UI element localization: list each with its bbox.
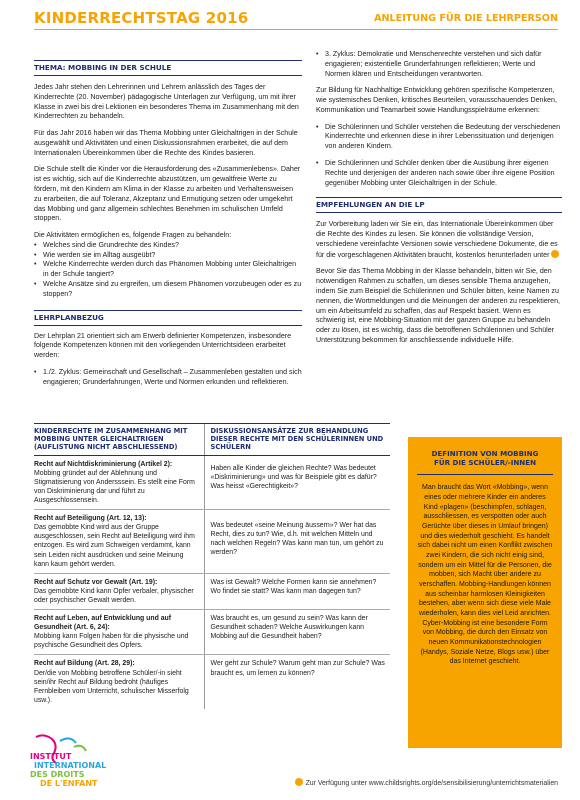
bne-competence-list	[316, 123, 562, 189]
table-header-discussion: DISKUSSIONSANSÄTZE ZUR BEHANDLUNG DIESER RECHTE MIT DEN SCHÜLERINNEN UND SCHÜLERN	[204, 424, 390, 455]
empfehlungen-text-1: Zur Vorbereitung laden wir Sie ein, das Internationale Übereinkommen über die Rechte des Kindes zu lesen. Sie können die vollständige Version, verschiedene vereinfachte Versionen sowie verschiedene Dokumente, die es für die vorgeschlagenen Aktivitäten braucht, kostenlos herunterladen unter	[316, 220, 558, 259]
right-title: Recht auf Nichtdiskriminierung (Artikel 2):	[34, 460, 173, 468]
list-item: • Welche Kinderrechte werden durch das Phänomen Mobbing unter Gleichaltrigen in der Schule tangiert?	[34, 260, 302, 280]
table-cell-right	[34, 573, 204, 609]
right-text: Mobbing gründet auf der Ablehnung und Stigmatisierung von Andersssein. Es stellt eine Form von Diskriminierung dar und führt zu Ausgeschlossensein.	[34, 469, 195, 504]
definition-title-line-1: DEFINITION VON MOBBING	[431, 449, 539, 458]
empfehlungen-paragraph-2: Bevor Sie das Thema Mobbing in der Klasse behandeln, bitten wir Sie, den notwendigen Rahmen zu schaffen, um dieses sensible Thema anzugehen, indem Sie zum Beispiel die Schülerinnen und Schüler bitten, keine Namen zu nennen, die Wortmeldungen und die Meinungen der anderen zu respektieren, um ein Arbeitsumfeld zu schaffen, das auf Respekt basiert. Wenn es schwierig ist, eine Mobbing-Situation mit der ganzen Gruppe zu behandeln oder zu lösen, ist es wichtig, dass die betroffenen Schülerinnen und Schüler Unterstützung bekommen für anschliessende individuelle Hilfe.	[316, 267, 560, 344]
mobbing-paragraph-1: Jedes Jahr stehen den Lehrerinnen und Lehrern anlässlich des Tages der Kinderrechte (20. November) pädagogische Unterlagen zur Verfügung, um mit ihrer Klasse in zwei bis drei Lektionen ein besonderes Thema im Zusammenhang mit den Kinderrechten zu behandeln.	[34, 82, 299, 121]
logo-text-3: DES DROITS	[30, 770, 85, 779]
section-heading-mobbing: THEMA: MOBBING IN DER SCHULE	[34, 60, 302, 76]
table-row	[34, 455, 390, 510]
list-item: • 1./2. Zyklus: Gemeinschaft und Gesellschaft – Zusammenleben gestalten und sich engagieren; Grunderfahrungen, Werte und Normen erkunden und reflektieren.	[34, 368, 302, 388]
definition-title	[417, 449, 553, 467]
lehrplan-cycle3-list	[316, 50, 562, 79]
right-text: Mobbing kann Folgen haben für die physische und psychische Gesundheit des Opfers.	[34, 633, 189, 650]
mobbing-question-list	[34, 241, 302, 300]
table-row	[34, 655, 390, 709]
table-header-row	[34, 424, 390, 455]
mobbing-paragraph-2: Für das Jahr 2016 haben wir das Thema Mobbing unter Gleichaltrigen in der Schule ausgewählt und Aktivitäten und einen Diskussionsrahmen erarbeitet, die auf dem Internationalen Übereinkommen über die Rechte des Kindes basieren.	[34, 129, 298, 157]
list-item: • 3. Zyklus: Demokratie und Menschenrechte verstehen und sich dafür engagieren; existentielle Grunderfahrungen reflektieren; Werte und Normen klären und Entscheidungen verantworten.	[316, 50, 562, 79]
left-column	[34, 60, 302, 387]
empfehlungen-paragraph-1	[316, 220, 562, 260]
definition-text: Man braucht das Wort «Mobbing», wenn eines oder mehrere Kinder ein anderes Kind «plagen» (beschimpfen, schlagen, ausschliessen, es verspotten oder auch Gerüchte über dieses in Umlauf bringen) und dies wiederholt geschieht. Es handelt sich dabei nicht um einen Konflikt zwischen zwei Kindern, die sich nicht einig sind, sondern um ein Mittel für die Personen, die mobben, sich Macht über andere zu verschaffen. Mobbing-Handlungen können aus scheinbar harmlosen Kleinigkeiten bestehen, aber wenn sich diese viele Male wiederholen, kann dies viel Leid anrichten. Cyber-Mobbing ist eine besondere Form von Mobbing, die durch den Einsatz von neuen Kommunikationstechnologien (Handys, Soziale Netze, Blogs usw.) über das Internet geschieht.	[417, 484, 553, 666]
mobbing-paragraph-3: Die Schule stellt die Kinder vor die Herausforderung des «Zusammenlebens». Daher ist es wichtig, sich auf die Kinderrechte abzustützen, um gewaltfreie Werte zu fördern, mit den Kindern am Klima in der Klasse zu arbeiten und Verhaltensweisen zu erarbeiten, die auf Toleranz, Akzeptanz und Ermutigung setzen oder umgekehrt das Mobbing und ganz allgemein schlechtes Benehmen im schulischen Umfeld stoppen.	[34, 165, 301, 223]
list-item: • Welches sind die Grundrechte des Kindes?	[34, 241, 302, 251]
mobbing-paragraph-4: Die Aktivitäten ermöglichen es, folgende Fragen zu behandeln:	[34, 231, 232, 240]
list-item: • Welche Ansätze sind zu ergreifen, um diesem Phänomen vorzubeugen oder es zu stoppen?	[34, 280, 302, 300]
discussion-questions: Wer geht zur Schule? Warum geht man zur Schule? Was braucht es, um lernen zu können?	[210, 660, 385, 677]
right-text: Der/die von Mobbing betroffene Schüler/-in sieht sein/ihr Recht auf Bildung bedroht (häufiges Fernbleiben vom Unterricht, schulischer Misserfolg usw.).	[34, 669, 189, 704]
table-cell-questions	[204, 610, 390, 655]
table-cell-right	[34, 655, 204, 709]
footer-note	[293, 778, 558, 789]
logo-text-4: DE L'ENFANT	[40, 779, 98, 788]
table-row	[34, 510, 390, 574]
footer-text: Zur Verfügung unter www.childsrights.org/de/sensibilisierung/unterrichtsmaterialien	[305, 780, 558, 787]
table-header-rights: KINDERRECHTE IM ZUSAMMENHANG MIT MOBBING UNTER GLEICHALTRIGEN (AUFLISTUNG NICHT ABSCHLIESSEND)	[34, 424, 204, 455]
section-heading-lehrplan: LEHRPLANBEZUG	[34, 310, 302, 326]
table-cell-questions	[204, 510, 390, 574]
page-header	[0, 0, 580, 34]
lehrplan-paragraph-1: Der Lehrplan 21 orientiert sich am Erwerb definierter Kompetenzen, insbesondere folgende Kompetenzen können mit den vorliegenden Unterrichtsideen erarbeitet werden:	[34, 331, 292, 360]
rights-table	[34, 423, 390, 745]
page-title: KINDERRECHTSTAG 2016	[34, 9, 249, 27]
organisation-logo	[30, 733, 122, 795]
table-row	[34, 573, 390, 609]
table-cell-questions	[204, 573, 390, 609]
discussion-questions: Haben alle Kinder die gleichen Rechte? Was bedeutet «Diskriminierung» und was für Beispiele gibt es dafür? Was heisst «Gerechtigkeit»?	[210, 464, 377, 490]
definition-divider	[417, 474, 553, 475]
sun-icon	[295, 778, 303, 786]
logo-text-2: INTERNATIONAL	[34, 761, 107, 770]
logo-text-1: INSTITUT	[30, 752, 72, 761]
page-subtitle: ANLEITUNG FÜR DIE LEHRPERSON	[374, 13, 558, 24]
lehrplan-cycle-list	[34, 368, 302, 388]
section-heading-empfehlungen: EMPFEHLUNGEN AN DIE LP	[316, 197, 562, 213]
discussion-questions: Was ist Gewalt? Welche Formen kann sie annehmen? Wo findet sie statt? Was kann man dagegen tun?	[210, 578, 377, 595]
table-cell-right	[34, 610, 204, 655]
discussion-questions: Was braucht es, um gesund zu sein? Was kann der Gesundheit schaden? Welche Auswirkungen kann Mobbing auf die Gesundheit haben?	[210, 615, 368, 641]
definition-box	[408, 437, 562, 748]
list-item: • Die Schülerinnen und Schüler denken über die Ausübung ihrer eigenen Rechte und derjenigen der anderen nach sowie über ihre eigene Position gegenüber Mobbing unter Gleichaltrigen in der Schule.	[316, 159, 562, 188]
table-cell-questions	[204, 655, 390, 709]
list-item: • Die Schülerinnen und Schüler verstehen die Bedeutung der verschiedenen Kinderrechte und erkennen diese in ihrer Lebenssituation und derjenigen von anderen Kindern.	[316, 123, 562, 152]
right-text: Das gemobbte Kind wird aus der Gruppe ausgeschlossen, sein Recht auf Beteiligung wird ihm entzogen. Es wird zum Schweigen verdammt, kann sein Leiden nicht ausdrücken und seine Meinung kann kaum gehört werden.	[34, 524, 195, 568]
header-divider	[34, 29, 558, 30]
definition-title-line-2: FÜR DIE SCHÜLER/-INNEN	[433, 458, 537, 468]
right-column	[316, 50, 562, 346]
right-title: Recht auf Beteiligung (Art. 12, 13):	[34, 515, 147, 523]
list-item: • Wie werden sie im Alltag ausgeübt?	[34, 251, 302, 261]
sun-icon	[551, 250, 559, 258]
right-text: Das gemobbte Kind kann Opfer verbaler, physischer oder psychischer Gewalt werden.	[34, 587, 194, 604]
table-cell-questions	[204, 455, 390, 510]
discussion-questions: Was bedeutet «seine Meinung äussern»? Wer hat das Recht, dies zu tun? Wie, d.h. mit welchen Mitteln und nach welchen Regeln? Was kann man tun, um gehört zu werden?	[210, 522, 384, 557]
table-cell-right	[34, 510, 204, 574]
right-title: Recht auf Bildung (Art. 28, 29):	[34, 660, 135, 668]
table-row	[34, 610, 390, 655]
right-title: Recht auf Leben, auf Entwicklung und auf Gesundheit (Art. 6, 24):	[34, 615, 172, 632]
table-cell-right	[34, 455, 204, 510]
right-title: Recht auf Schutz vor Gewalt (Art. 19):	[34, 578, 158, 586]
lehrplan-paragraph-bne: Zur Bildung für Nachhaltige Entwicklung gehören spezifische Kompetenzen, wie systemisches Denken, kritisches Beurteilen, vorausschauendes Denken, Kommunikation und Teamarbeit sowie Handlungsspielräume erkennen:	[316, 86, 557, 114]
